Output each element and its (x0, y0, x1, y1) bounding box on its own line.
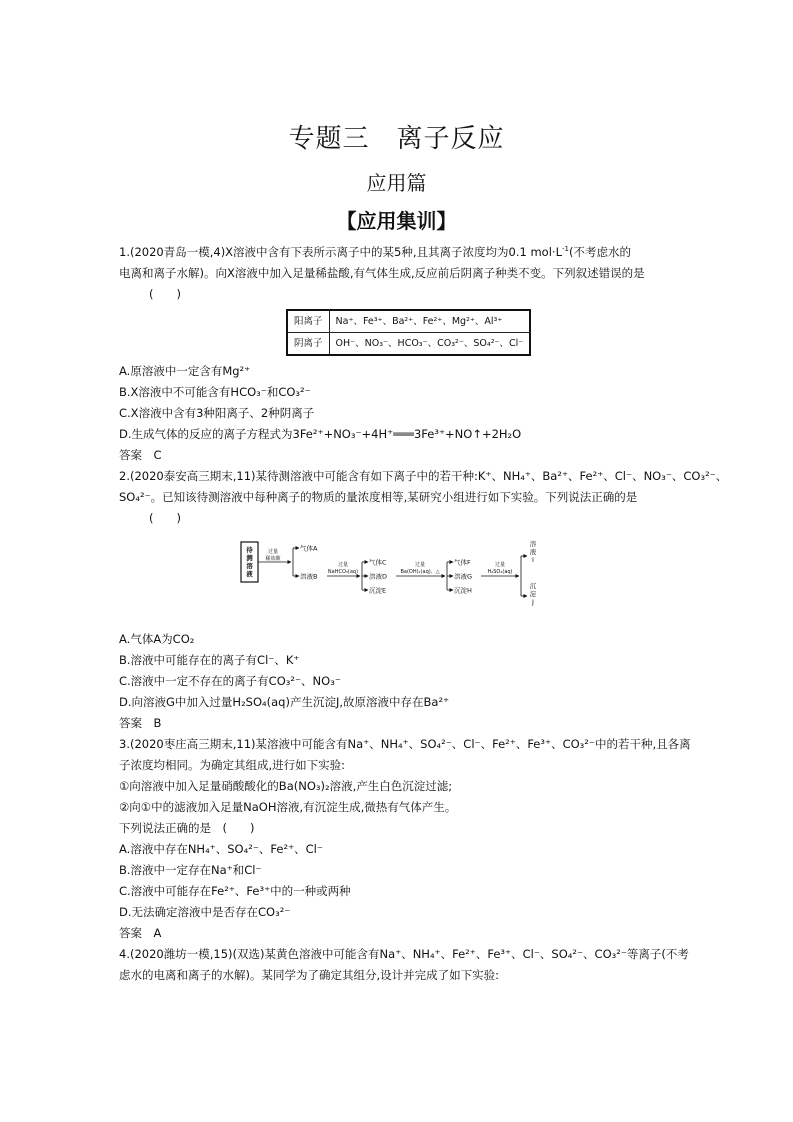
q2-bracket: ( ) (149, 511, 181, 525)
q3-line2: 子浓度均相同。为确定其组成,进行如下实验: (119, 758, 346, 772)
question-2 (119, 466, 728, 734)
q1-answer: 答案 C (119, 448, 162, 462)
q1-line1-tail: (不考虑水的 (568, 245, 631, 259)
precipitate-e: 沉淀E (369, 586, 387, 595)
page-subtitle: 应用篇 (366, 171, 427, 195)
q2-option-a: A.气体A为CO₂ (119, 632, 195, 646)
q3-ask: 下列说法正确的是 ( ) (119, 821, 255, 835)
reagent-2-top: 过量 (337, 562, 349, 568)
q3-answer: 答案 A (119, 926, 162, 940)
ion-table (286, 309, 531, 356)
q3-line1: 3.(2020枣庄高三期末,11)某溶液中可能含有Na⁺、NH₄⁺、SO₄²⁻、Cl⁻、Fe²⁺、Fe³⁺、CO₃²⁻中的若干种,且各离 (119, 737, 691, 751)
solution-d: 溶液D (369, 572, 388, 581)
reagent-1-top: 过量 (267, 549, 279, 555)
q2-option-d: D.向溶液G中加入过量H₂SO₄(aq)产生沉淀J,故原溶液中存在Ba²⁺ (119, 695, 450, 709)
q3-option-c: C.溶液中可能存在Fe²⁺、Fe³⁺中的一种或两种 (119, 884, 351, 898)
q2-option-c: C.溶液中一定不存在的离子有CO₃²⁻、NO₃⁻ (119, 674, 341, 688)
q1-bracket: ( ) (149, 287, 181, 301)
q2-option-b: B.溶液中可能存在的离子有Cl⁻、K⁺ (119, 653, 300, 667)
q3-step2: ②向①中的滤液加入足量NaOH溶液,有沉淀生成,微热有气体产生。 (119, 800, 457, 814)
reagent-4-bottom: H₂SO₄(aq) (487, 569, 513, 575)
q2-line2: SO₄²⁻。已知该待测溶液中每种离子的物质的量浓度相等,某研究小组进行如下实验。下列说法正确的是 (119, 490, 638, 504)
anion-label: 阴离子 (287, 333, 329, 356)
precipitate-j: 沉淀 J (529, 582, 537, 606)
gas-a: 气体A (300, 544, 318, 553)
section-heading: 【应用集训】 (336, 209, 457, 233)
solution-i: 溶液 I (529, 540, 537, 564)
solution-b: 溶液B (300, 572, 318, 581)
gas-f: 气体F (454, 558, 471, 567)
q1-line2: 电离和离子水解)。向X溶液中加入足量稀盐酸,有气体生成,反应前后阴离子种类不变。下列叙述错误的是 (119, 266, 645, 280)
q1-option-a: A.原溶液中一定含有Mg²⁺ (119, 364, 251, 378)
anion-list: OH⁻、NO₃⁻、HCO₃⁻、CO₃²⁻、SO₄²⁻、Cl⁻ (329, 333, 530, 356)
cation-label: 阳离子 (287, 310, 329, 333)
start-label: 待测溶液 (246, 546, 253, 578)
cation-list: Na⁺、Fe³⁺、Ba²⁺、Fe²⁺、Mg²⁺、Al³⁺ (329, 310, 530, 333)
q2-answer: 答案 B (119, 716, 162, 730)
gas-c: 气体C (369, 558, 387, 567)
q3-step1: ①向溶液中加入足量硝酸酸化的Ba(NO₃)₂溶液,产生白色沉淀过滤; (119, 779, 453, 793)
q1-option-d: D.生成气体的反应的离子方程式为3Fe²⁺+NO₃⁻+4H⁺═══3Fe³⁺+NO↑+2H₂O (119, 427, 522, 441)
q3-option-b: B.溶液中一定存在Na⁺和Cl⁻ (119, 863, 262, 877)
reagent-3-top: 过量 (414, 562, 426, 568)
q2-line1: 2.(2020泰安高三期末,11)某待测溶液中可能含有如下离子中的若干种:K⁺、NH₄⁺、Ba²⁺、Fe²⁺、Cl⁻、NO₃⁻、CO₃²⁻、 (119, 469, 728, 483)
solution-g: 溶液G (454, 572, 473, 581)
table-row (287, 333, 530, 356)
q1-line1: 1.(2020青岛一模,4)X溶液中含有下表所示离子中的某5种,且其离子浓度均为0.1 mol·L (119, 245, 562, 259)
precipitate-h: 沉淀H (454, 586, 472, 595)
page-title: 专题三 离子反应 (288, 124, 505, 154)
q3-option-a: A.溶液中存在NH₄⁺、SO₄²⁻、Fe²⁺、Cl⁻ (119, 842, 323, 856)
flow-diagram (239, 536, 559, 616)
q1-option-c: C.X溶液中含有3种阳离子、2种阴离子 (119, 406, 315, 420)
q3-option-d: D.无法确定溶液中是否存在CO₃²⁻ (119, 905, 291, 919)
reagent-3-bottom: Ba(OH)₂(aq)、△ (400, 569, 440, 575)
q4-line2: 虑水的电离和离子的水解)。某同学为了确定其组分,设计并完成了如下实验: (119, 968, 500, 982)
question-list (119, 242, 728, 986)
question-3 (119, 734, 691, 944)
q1-option-b: B.X溶液中不可能含有HCO₃⁻和CO₃²⁻ (119, 385, 311, 399)
reagent-2-bottom: NaHCO₃(aq) (327, 569, 359, 575)
q4-line1: 4.(2020潍坊一模,15)(双选)某黄色溶液中可能含有Na⁺、NH₄⁺、Fe²⁺、Fe³⁺、Cl⁻、SO₄²⁻、CO₃²⁻等离子(不考 (119, 947, 689, 961)
reagent-4-top: 过量 (494, 562, 506, 568)
table-row (287, 310, 530, 333)
reagent-1-bottom: 稀盐酸 (265, 556, 281, 562)
q1-line1-sup: -1 (561, 245, 569, 254)
question-1 (119, 242, 679, 466)
question-4 (119, 944, 689, 986)
